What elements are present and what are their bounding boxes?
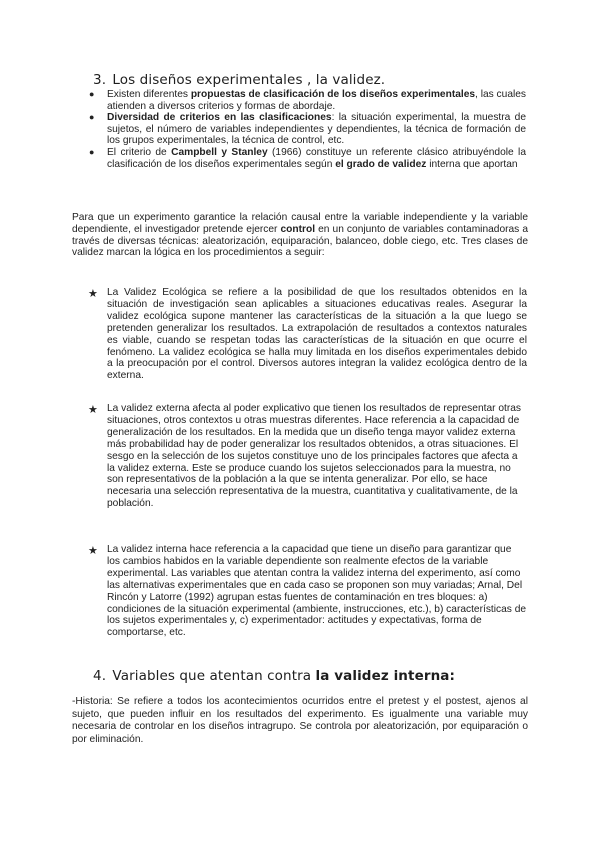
bullet-item bbox=[88, 89, 526, 112]
section-title-bold: la validez interna: bbox=[315, 668, 456, 684]
validez-externa-paragraph: La validez externa afecta al poder explicativo que tienen los resultados de representar otras situaciones, otros contextos u otras muestras diferentes. Hace referencia a la capacidad de generalización de los resultados. En la medida que un diseño tenga mayor validez externa más probabilidad hay de poder generalizar los resultados obtenidos, a otras situaciones. El sesgo en la selección de los sujetos constituye uno de los principales factores que afecta a la validez externa. Este se produce cuando los sujetos seleccionados para la muestra, no son representativos de la población a la que se intenta generalizar. Por ello, se hace necesaria una selección representativa de la muestra, cuantitativa y cualitativamente, de la población. bbox=[107, 403, 521, 510]
star-icon: ★ bbox=[88, 545, 98, 557]
bullet-dot-icon: ● bbox=[89, 146, 95, 157]
validez-interna-paragraph: La validez interna hace referencia a la capacidad que tiene un diseño para garantizar que los cambios habidos en la variable dependiente son realmente efectos de la variable experimental. Las variables que atentan contra la validez interna del experimento, así como las alternativas experimentales que en cada caso se proponen son muy variadas; Arnal, Del Rincón y Latorre (1992) agrupan estas fuentes de contaminación en tres bloques: a) condiciones de la situación experimental (ambiente, instrucciones, etc.), b) características de los sujetos experimentales y, c) experimentador: actitudes y expectativas, forma de comportarse, etc. bbox=[107, 544, 527, 639]
bullet-text: El criterio de bbox=[107, 146, 172, 158]
intro-bold-text: control bbox=[280, 223, 316, 235]
bullet-text: : la situación experimental, la muestra de sujetos, el número de variables independientes y dependientes, la técnica de formación de los grupos experimentales, la técnica de control, etc. bbox=[107, 112, 527, 147]
section-3-heading bbox=[93, 72, 385, 88]
bullet-item bbox=[88, 112, 526, 147]
bullet-dot-icon: ● bbox=[89, 89, 95, 99]
section-title: Variables que atentan contra bbox=[112, 668, 316, 684]
historia-paragraph: -Historia: Se refiere a todos los acontecimientos ocurridos entre el pretest y el postest, ajenos al sujeto, que pueden influir en los resultados del experimento. Es igualmente una variable muy necesaria de controlar en los diseños intragrupo. Se controla por aleatorización, por equiparación o por eliminación. bbox=[72, 696, 528, 745]
criteria-bullet-list bbox=[88, 89, 526, 170]
bullet-text: , las cuales atienden a diversos criterios y formas de abordaje. bbox=[107, 89, 527, 112]
intro-paragraph bbox=[72, 212, 528, 259]
bullet-text: Existen diferentes bbox=[107, 89, 191, 100]
star-icon: ★ bbox=[88, 288, 98, 300]
bullet-bold-text: Campbell y Stanley bbox=[171, 146, 268, 158]
star-icon: ★ bbox=[88, 404, 98, 416]
section-number: 3. bbox=[93, 72, 107, 88]
bullet-bold-text: Diversidad de criterios en las clasificaciones bbox=[107, 112, 332, 124]
intro-text: Para que un experimento garantice la relación causal entre la variable independiente y la variable dependiente, el investigador pretende ejercer bbox=[72, 212, 528, 235]
bullet-text: (1966) constituye un referente clásico atribuyéndole la clasificación de los diseños experimentales según bbox=[107, 146, 526, 170]
bullet-text: interna que aportan bbox=[426, 158, 518, 170]
bullet-dot-icon: ● bbox=[89, 112, 95, 123]
bullet-bold-text: el grado de validez bbox=[335, 158, 427, 170]
section-4-heading bbox=[93, 668, 455, 684]
bullet-bold-text: propuestas de clasificación de los diseños experimentales bbox=[190, 89, 476, 100]
section-number: 4. bbox=[93, 668, 107, 684]
intro-text: en un conjunto de variables contaminadoras a través de diversas técnicas: aleatorización, equiparación, balanceo, doble ciego, etc. Tres clases de validez marcan la lógica en los procedimientos a seguir: bbox=[72, 223, 528, 259]
section-title: Los diseños experimentales , la validez. bbox=[112, 72, 386, 88]
validez-ecologica-paragraph: La Validez Ecológica se refiere a la posibilidad de que los resultados obtenidos en la situación de investigación sean aplicables a situaciones educativas reales. Asegurar la validez ecológica supone mantener las características de la situación a la que luego se pretenden generalizar los resultados. La extrapolación de resultados a contextos naturales es viable, cuando se respetan todas las características de la situación en que ocurre el fenómeno. La validez ecológica se halla muy limitada en los diseños experimentales debido a la preocupación por el control. Diversos autores integran la validez ecológica dentro de la externa. bbox=[107, 287, 527, 382]
bullet-item bbox=[88, 147, 526, 170]
